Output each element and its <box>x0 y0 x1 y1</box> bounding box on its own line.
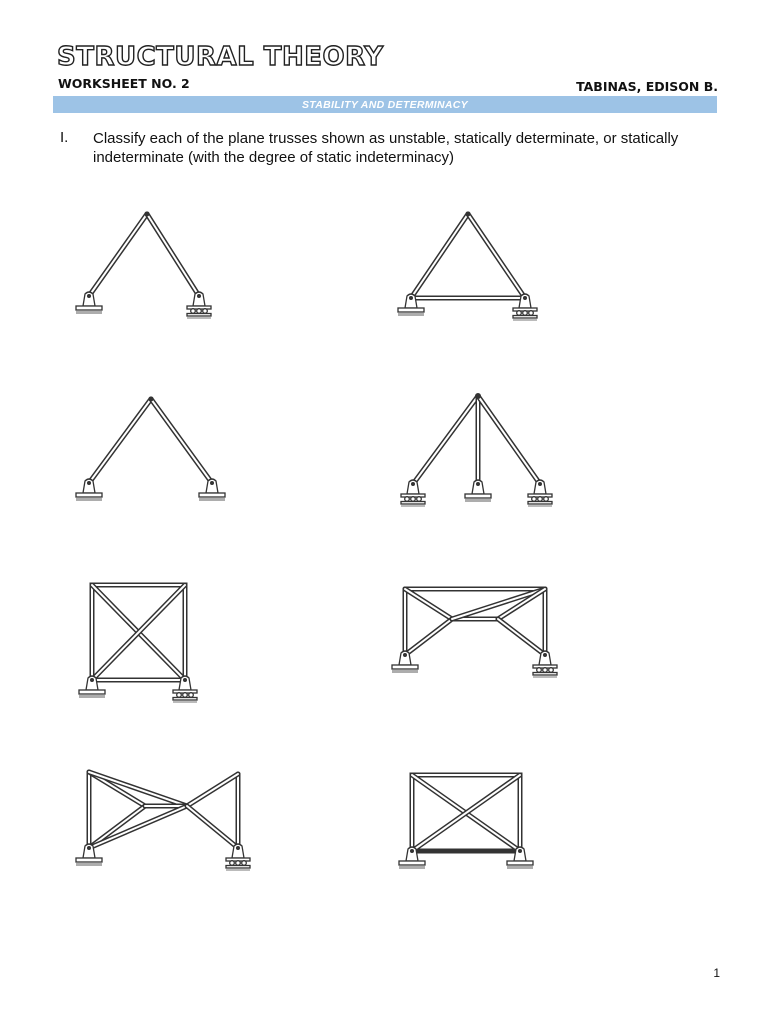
author-name: TABINAS, EDISON B. <box>576 79 718 94</box>
truss-figure-7 <box>75 768 260 868</box>
truss-figure-6 <box>392 583 567 683</box>
worksheet-number: WORKSHEET NO. 2 <box>58 76 190 91</box>
document-title: STRUCTURAL THEORY <box>57 42 384 72</box>
question-text: Classify each of the plane trusses shown as unstable, statically determinate, or statically indeterminate (with the degree of static indeterminacy) <box>93 130 679 166</box>
question-number: I. <box>60 129 69 146</box>
page-number: 1 <box>713 966 720 980</box>
truss-figure-1 <box>75 210 225 320</box>
truss-figure-8 <box>395 770 545 870</box>
truss-figure-5 <box>75 580 215 705</box>
truss-figure-2 <box>395 210 555 320</box>
section-banner <box>53 96 717 113</box>
section-title: STABILITY AND DETERMINACY <box>302 98 468 111</box>
truss-figure-4 <box>395 390 565 515</box>
truss-figure-3 <box>75 393 235 508</box>
